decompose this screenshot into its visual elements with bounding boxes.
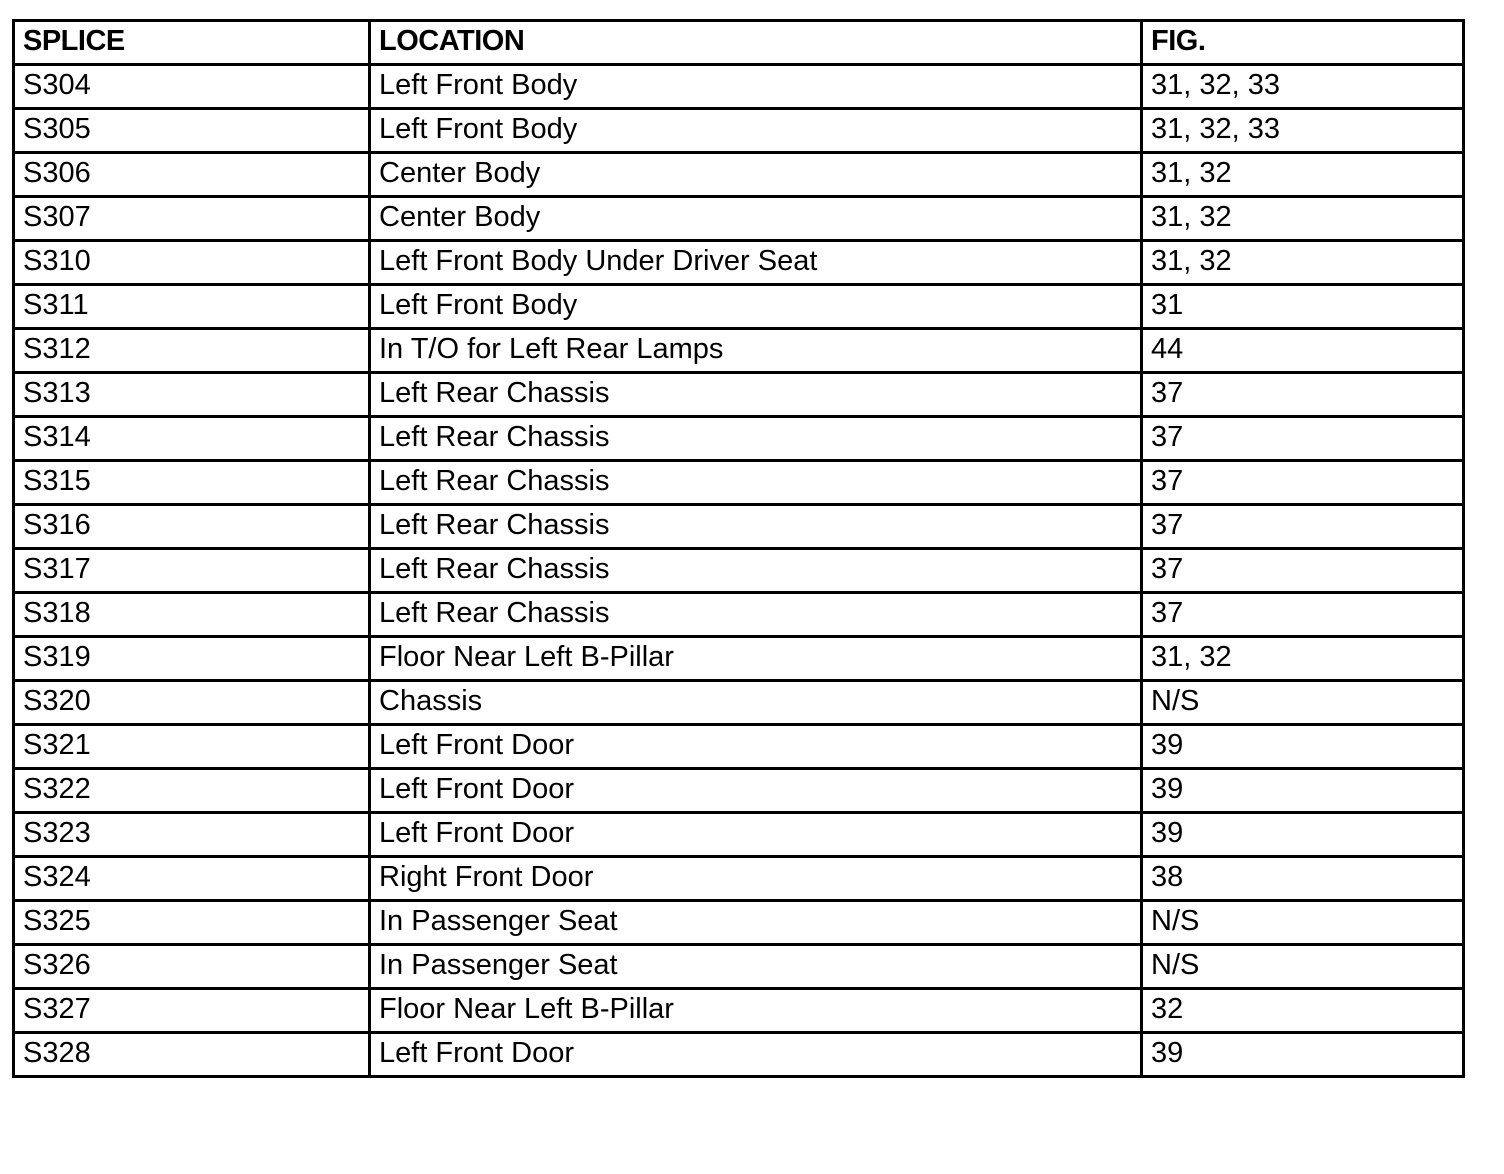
header-splice: SPLICE xyxy=(14,21,370,65)
location-cell: Center Body xyxy=(370,197,1142,241)
splice-cell: S323 xyxy=(14,813,370,857)
table-row xyxy=(14,813,1464,857)
table-row xyxy=(14,1033,1464,1077)
location-cell: In Passenger Seat xyxy=(370,901,1142,945)
table-row xyxy=(14,945,1464,989)
location-cell: Left Rear Chassis xyxy=(370,417,1142,461)
location-cell: Floor Near Left B-Pillar xyxy=(370,989,1142,1033)
table-row xyxy=(14,725,1464,769)
splice-cell: S315 xyxy=(14,461,370,505)
table-row xyxy=(14,901,1464,945)
location-cell: Left Front Body xyxy=(370,109,1142,153)
fig-cell: 31, 32 xyxy=(1142,241,1464,285)
table-row xyxy=(14,989,1464,1033)
splice-location-table xyxy=(12,19,1465,1078)
splice-cell: S317 xyxy=(14,549,370,593)
fig-cell: 39 xyxy=(1142,813,1464,857)
location-cell: Right Front Door xyxy=(370,857,1142,901)
table-row xyxy=(14,549,1464,593)
splice-cell: S319 xyxy=(14,637,370,681)
fig-cell: N/S xyxy=(1142,945,1464,989)
splice-cell: S314 xyxy=(14,417,370,461)
fig-cell: 37 xyxy=(1142,461,1464,505)
table-row xyxy=(14,241,1464,285)
table-body xyxy=(14,65,1464,1077)
location-cell: Left Rear Chassis xyxy=(370,593,1142,637)
table-row xyxy=(14,461,1464,505)
splice-cell: S327 xyxy=(14,989,370,1033)
table-row xyxy=(14,505,1464,549)
splice-cell: S311 xyxy=(14,285,370,329)
fig-cell: 37 xyxy=(1142,417,1464,461)
fig-cell: 31, 32 xyxy=(1142,637,1464,681)
fig-cell: N/S xyxy=(1142,901,1464,945)
splice-cell: S313 xyxy=(14,373,370,417)
table-row xyxy=(14,637,1464,681)
fig-cell: 39 xyxy=(1142,769,1464,813)
splice-cell: S324 xyxy=(14,857,370,901)
fig-cell: N/S xyxy=(1142,681,1464,725)
splice-cell: S320 xyxy=(14,681,370,725)
fig-cell: 32 xyxy=(1142,989,1464,1033)
fig-cell: 44 xyxy=(1142,329,1464,373)
splice-cell: S328 xyxy=(14,1033,370,1077)
location-cell: Left Rear Chassis xyxy=(370,549,1142,593)
fig-cell: 31 xyxy=(1142,285,1464,329)
location-cell: Center Body xyxy=(370,153,1142,197)
fig-cell: 31, 32 xyxy=(1142,153,1464,197)
table-row xyxy=(14,681,1464,725)
fig-cell: 31, 32, 33 xyxy=(1142,65,1464,109)
table-row xyxy=(14,153,1464,197)
splice-cell: S306 xyxy=(14,153,370,197)
splice-cell: S322 xyxy=(14,769,370,813)
location-cell: Floor Near Left B-Pillar xyxy=(370,637,1142,681)
location-cell: Left Front Door xyxy=(370,1033,1142,1077)
table-header-row xyxy=(14,21,1464,65)
table-row xyxy=(14,593,1464,637)
splice-cell: S304 xyxy=(14,65,370,109)
location-cell: Left Rear Chassis xyxy=(370,461,1142,505)
location-cell: Chassis xyxy=(370,681,1142,725)
table-row xyxy=(14,857,1464,901)
table-row xyxy=(14,65,1464,109)
location-cell: Left Front Door xyxy=(370,769,1142,813)
location-cell: Left Rear Chassis xyxy=(370,505,1142,549)
splice-cell: S325 xyxy=(14,901,370,945)
splice-cell: S321 xyxy=(14,725,370,769)
fig-cell: 38 xyxy=(1142,857,1464,901)
fig-cell: 37 xyxy=(1142,549,1464,593)
location-cell: Left Front Door xyxy=(370,725,1142,769)
table-row xyxy=(14,197,1464,241)
table-row xyxy=(14,329,1464,373)
splice-cell: S312 xyxy=(14,329,370,373)
splice-cell: S305 xyxy=(14,109,370,153)
location-cell: Left Front Body xyxy=(370,65,1142,109)
table-row xyxy=(14,109,1464,153)
fig-cell: 39 xyxy=(1142,725,1464,769)
location-cell: In Passenger Seat xyxy=(370,945,1142,989)
header-location: LOCATION xyxy=(370,21,1142,65)
table-row xyxy=(14,285,1464,329)
splice-cell: S318 xyxy=(14,593,370,637)
fig-cell: 37 xyxy=(1142,593,1464,637)
splice-cell: S326 xyxy=(14,945,370,989)
location-cell: Left Front Door xyxy=(370,813,1142,857)
location-cell: Left Front Body Under Driver Seat xyxy=(370,241,1142,285)
table-row xyxy=(14,373,1464,417)
fig-cell: 39 xyxy=(1142,1033,1464,1077)
header-fig: FIG. xyxy=(1142,21,1464,65)
fig-cell: 31, 32, 33 xyxy=(1142,109,1464,153)
fig-cell: 37 xyxy=(1142,505,1464,549)
fig-cell: 37 xyxy=(1142,373,1464,417)
table-row xyxy=(14,417,1464,461)
fig-cell: 31, 32 xyxy=(1142,197,1464,241)
table-row xyxy=(14,769,1464,813)
location-cell: Left Front Body xyxy=(370,285,1142,329)
splice-cell: S307 xyxy=(14,197,370,241)
location-cell: In T/O for Left Rear Lamps xyxy=(370,329,1142,373)
splice-cell: S310 xyxy=(14,241,370,285)
splice-cell: S316 xyxy=(14,505,370,549)
location-cell: Left Rear Chassis xyxy=(370,373,1142,417)
